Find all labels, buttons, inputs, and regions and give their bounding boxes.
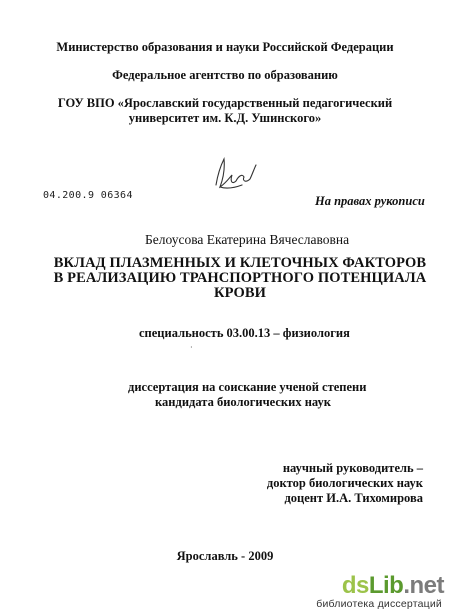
thesis-title-line-3: КРОВИ	[213, 285, 266, 301]
university-line-1: ГОУ ВПО «Ярославский государственный педагогический	[57, 96, 393, 110]
dslib-logo	[342, 572, 444, 600]
supervisor-line-3: доцент И.А. Тихомирова	[284, 491, 423, 505]
thesis-title-line-1: ВКЛАД ПЛАЗМЕННЫХ И КЛЕТОЧНЫХ ФАКТОРОВ	[53, 255, 427, 271]
dissertation-line-1: диссертация на соискание ученой степени	[128, 380, 367, 394]
dslib-watermark[interactable]	[316, 572, 448, 612]
logo-ds: ds	[341, 572, 369, 599]
ministry-line: Министерство образования и науки Российской Федерации	[56, 40, 394, 54]
specialty-line: специальность 03.00.13 – физиология	[139, 326, 350, 340]
handwritten-signature	[208, 155, 268, 195]
city-year: Ярославль - 2009	[176, 549, 274, 563]
university-line-2: университет им. К.Д. Ушинского»	[128, 111, 322, 125]
registration-number: 04.200.9 06364	[43, 190, 133, 201]
logo-net: .net	[403, 572, 444, 599]
logo-lib: Lib	[368, 572, 404, 599]
thesis-title-line-2: В РЕАЛИЗАЦИЮ ТРАНСПОРТНОГО ПОТЕНЦИАЛА	[53, 270, 427, 286]
watermark-tagline: библиотека диссертаций	[316, 598, 442, 610]
author-name: Белоусова Екатерина Вячеславовна	[145, 232, 350, 247]
dissertation-line-2: кандидата биологических наук	[155, 395, 331, 409]
speck-mark: ·	[190, 343, 193, 352]
rights-note: На правах рукописи	[315, 194, 425, 208]
agency-line: Федеральное агентство по образованию	[112, 68, 338, 82]
supervisor-line-2: доктор биологических наук	[266, 476, 423, 490]
supervisor-line-1: научный руководитель –	[282, 461, 423, 475]
